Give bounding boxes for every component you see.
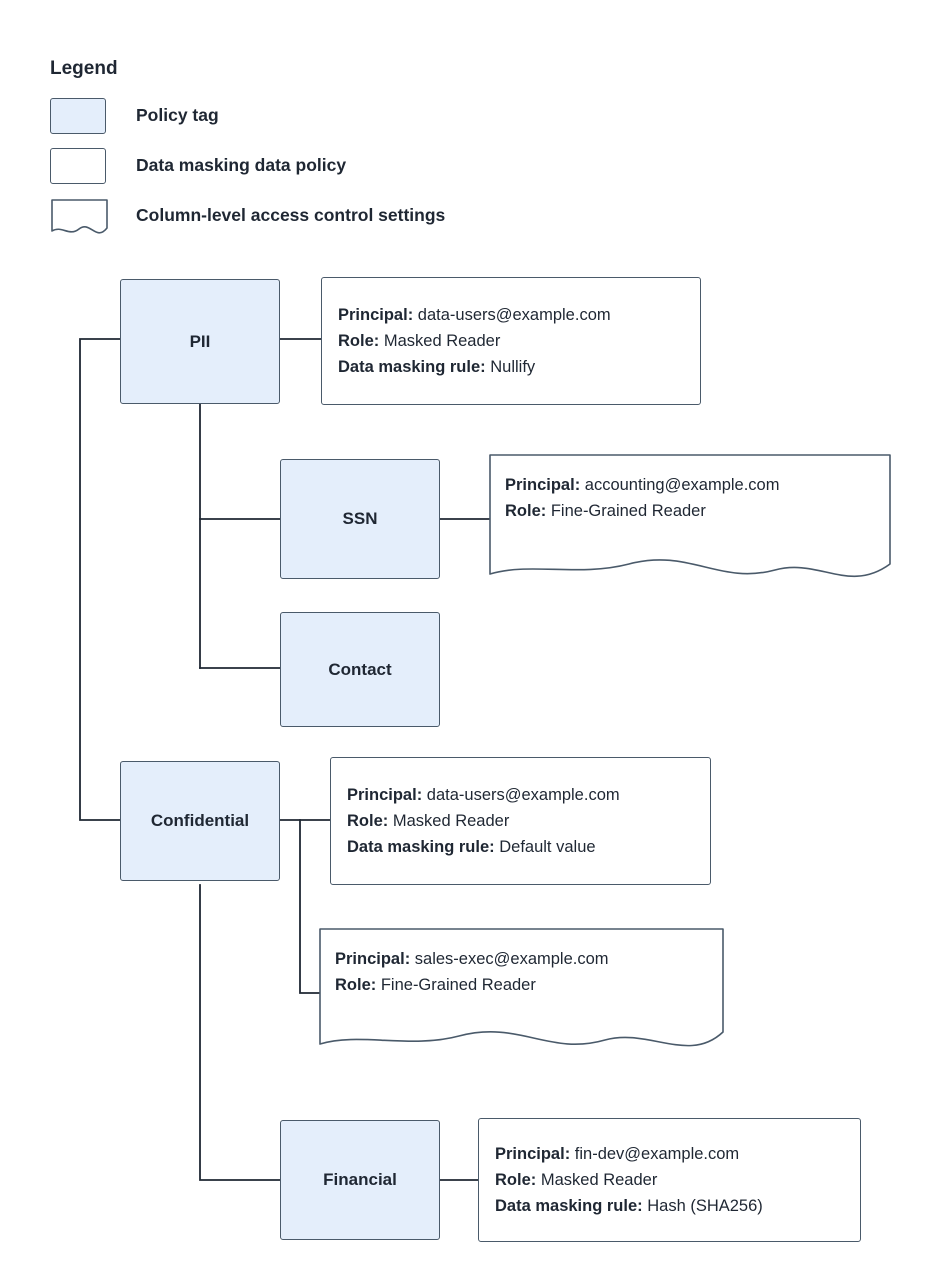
settings-text-confidential — [335, 946, 714, 998]
data-masking-policy-pii — [321, 277, 701, 405]
policy-line — [495, 1193, 844, 1219]
legend-label-policy-tag: Policy tag — [136, 105, 219, 125]
policy-line — [505, 498, 881, 524]
policy-tag-pii[interactable] — [120, 279, 280, 404]
policy-line-key: Data masking rule: — [495, 1197, 643, 1216]
policy-line-key: Role: — [335, 976, 377, 995]
policy-line — [335, 946, 714, 972]
policy-tag-ssn[interactable] — [280, 459, 440, 579]
legend-swatch-policy-tag — [50, 98, 106, 134]
policy-line-value: Default value — [499, 838, 596, 857]
policy-line-key: Principal: — [335, 950, 411, 968]
legend-swatch-data-masking-policy — [50, 148, 106, 184]
policy-line — [335, 972, 714, 998]
policy-line — [338, 328, 684, 354]
policy-line-key: Principal: — [347, 785, 423, 804]
column-access-settings-ssn — [489, 454, 891, 586]
policy-line — [347, 808, 694, 834]
policy-line-key: Data masking rule: — [338, 358, 486, 377]
legend-label-data-masking-policy: Data masking data policy — [136, 155, 347, 175]
policy-line-key: Role: — [505, 502, 547, 521]
policy-tag-financial[interactable] — [280, 1120, 440, 1240]
policy-line-value: Nullify — [490, 358, 536, 377]
policy-line — [347, 834, 694, 860]
policy-tag-confidential[interactable] — [120, 761, 280, 881]
policy-line — [495, 1141, 844, 1167]
policy-line-value: accounting@example.com — [584, 476, 780, 494]
policy-line-key: Data masking rule: — [347, 838, 495, 857]
legend-title: Legend — [50, 58, 118, 79]
column-access-settings-confidential — [319, 928, 724, 1060]
policy-tag-contact-label: Contact — [328, 659, 392, 679]
policy-line — [338, 302, 684, 328]
policy-line-value: data-users@example.com — [417, 305, 611, 324]
policy-tag-pii-label: PII — [189, 331, 211, 351]
policy-line — [505, 472, 881, 498]
policy-line-value: fin-dev@example.com — [574, 1144, 740, 1163]
policy-line-value: Fine-Grained Reader — [550, 502, 706, 521]
policy-tag-contact[interactable] — [280, 612, 440, 727]
policy-line-value: sales-exec@example.com — [414, 950, 609, 968]
settings-text-ssn — [505, 472, 881, 524]
policy-line-value: Masked Reader — [383, 331, 501, 350]
policy-line — [338, 354, 684, 380]
policy-line — [347, 782, 694, 808]
data-masking-policy-confidential — [330, 757, 711, 885]
policy-line-value: Hash (SHA256) — [647, 1197, 763, 1216]
policy-tag-confidential-label: Confidential — [150, 811, 250, 830]
data-masking-policy-financial — [478, 1118, 861, 1242]
policy-line-value: Masked Reader — [392, 811, 510, 830]
policy-tag-ssn-label: SSN — [342, 509, 378, 528]
policy-line — [495, 1167, 844, 1193]
policy-line-value: Masked Reader — [540, 1170, 658, 1189]
policy-line-value: Fine-Grained Reader — [380, 976, 536, 995]
policy-tag-financial-label: Financial — [323, 1170, 397, 1189]
policy-line-key: Principal: — [338, 305, 414, 324]
legend-label-column-access-settings: Column-level access control settings — [136, 205, 446, 225]
policy-line-key: Role: — [495, 1170, 537, 1189]
policy-line-key: Principal: — [495, 1144, 571, 1163]
policy-line-key: Principal: — [505, 476, 581, 494]
policy-line-key: Role: — [347, 811, 389, 830]
policy-line-key: Role: — [338, 331, 380, 350]
policy-line-value: data-users@example.com — [426, 785, 620, 804]
legend-swatch-column-access-settings — [50, 198, 106, 234]
